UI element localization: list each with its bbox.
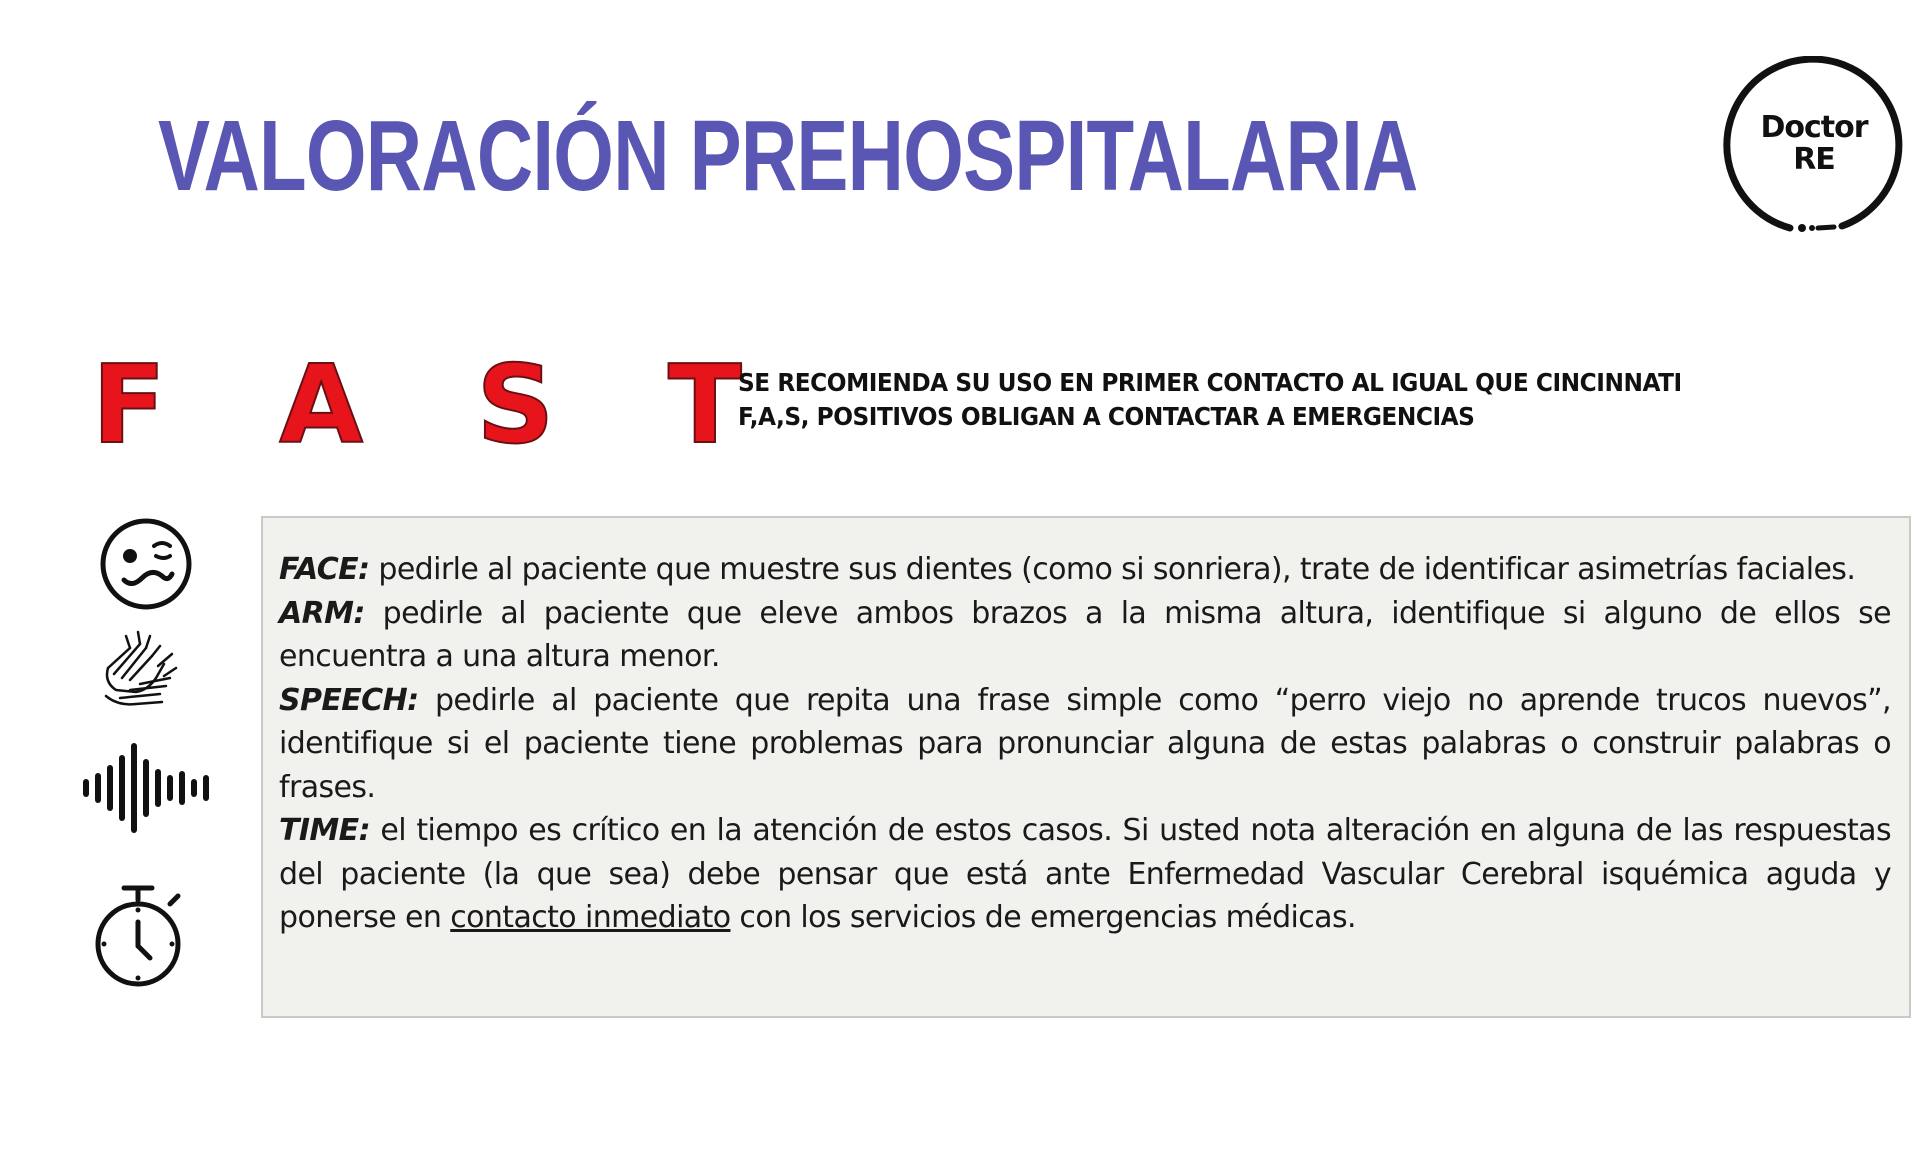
criteria-text xyxy=(279,548,1891,940)
page-title: VALORACIÓN PREHOSPITALARIA xyxy=(158,100,1418,212)
criterion-face xyxy=(279,548,1891,592)
drooping-face-icon xyxy=(98,516,194,612)
usage-note-line-1: SE RECOMIENDA SU USO EN PRIMER CONTACTO AL IGUAL QUE CINCINNATI xyxy=(738,368,1682,397)
usage-note xyxy=(738,366,1682,434)
criterion-time-text-after: con los servicios de emergencias médicas. xyxy=(730,900,1356,935)
usage-note-line-2: F,A,S, POSITIVOS OBLIGAN A CONTACTAR A EMERGENCIAS xyxy=(738,402,1475,431)
logo-line-2: RE xyxy=(1793,142,1835,177)
criterion-arm xyxy=(279,592,1891,679)
hands-icon xyxy=(100,626,180,712)
criterion-speech xyxy=(279,679,1891,810)
criterion-time-term: TIME: xyxy=(279,813,370,848)
fast-acronym: F A S T xyxy=(92,343,780,468)
stopwatch-icon xyxy=(90,882,186,992)
criterion-arm-text: pedirle al paciente que eleve ambos brazos a la misma altura, identifique si alguno de ellos se encuentra a una altura menor. xyxy=(279,595,1891,674)
criterion-face-text: pedirle al paciente que muestre sus dientes (como si sonriera), trate de identificar asimetrías faciales. xyxy=(369,552,1856,587)
criterion-time-underlined: contacto inmediato xyxy=(450,900,731,935)
criterion-time-text-before: el tiempo es crítico en la atención de estos casos. Si usted nota alteración en alguna de las respuestas del paciente (la que sea) debe pensar que está ante Enfermedad Vascular Cerebral isquémica aguda y ponerse en xyxy=(279,813,1891,935)
criterion-arm-term: ARM: xyxy=(279,595,365,631)
criterion-time xyxy=(279,809,1891,940)
logo-line-1: Doctor xyxy=(1760,110,1868,145)
criterion-speech-text: pedirle al paciente que repita una frase simple como “perro viejo no aprende trucos nuevos”, identifique si el paciente tiene problemas para pronunciar alguna de estas palabras o construir palabras o frases. xyxy=(279,682,1891,805)
sound-wave-icon xyxy=(82,742,218,834)
criterion-face-term: FACE: xyxy=(279,552,370,587)
criterion-speech-term: SPEECH: xyxy=(279,682,419,718)
doctor-re-logo xyxy=(1722,112,1906,176)
